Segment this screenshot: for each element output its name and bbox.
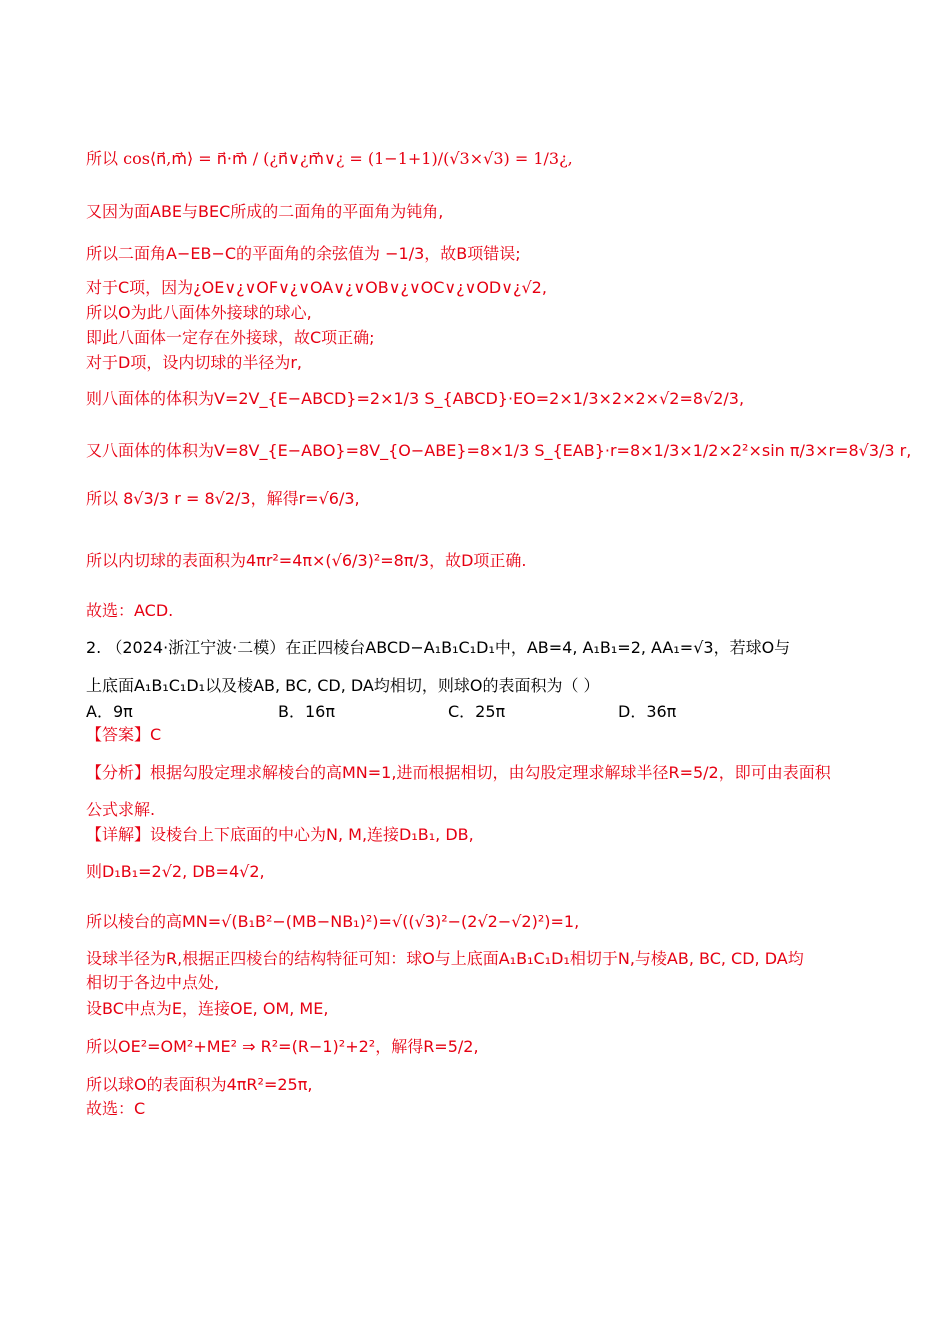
question-2-line-2: 上底面A₁B₁C₁D₁以及棱AB, BC, CD, DA均相切，则球O的表面积为（ ） [86,676,600,695]
solution-line-obtuse: 又因为面ABE与BEC所成的二面角的平面角为钝角, [86,202,444,221]
option-a: A．9π [86,702,133,721]
solution-line-volume-2: 又八面体的体积为V=8V_{E−ABO}=8V_{O−ABE}=8×1/3 S_{EAB}·r=8×1/3×1/2×2²×sin π/3×r=8√3/3 r, [86,441,912,460]
analysis-line-2: 公式求解. [86,800,156,819]
solution-line-radius: 所以 8√3/3 r = 8√2/3，解得r=√6/3, [86,489,360,508]
detail-line-6: 设BC中点为E，连接OE, OM, ME, [86,999,329,1018]
solution-line-dihedral: 所以二面角A−EB−C的平面角的余弦值为 −1/3，故B项错误; [86,244,521,263]
detail-line-5: 相切于各边中点处, [86,973,220,992]
detail-line-1: 【详解】设棱台上下底面的中心为N, M,连接D₁B₁, DB, [86,825,474,844]
solution-line-center: 所以O为此八面体外接球的球心, [86,303,312,322]
cos-label: 所以 [86,149,119,168]
detail-line-8: 所以球O的表面积为4πR²=25π, [86,1075,313,1094]
detail-line-4: 设球半径为R,根据正四棱台的结构特征可知：球O与上底面A₁B₁C₁D₁相切于N,与棱AB, BC, CD, DA均 [86,949,804,968]
solution-line-volume-1: 则八面体的体积为V=2V_{E−ABCD}=2×1/3 S_{ABCD}·EO=2×1/3×2×2×√2=8√2/3, [86,389,745,408]
question-2-line-1: 2. （2024·浙江宁波·二模）在正四棱台ABCD−A₁B₁C₁D₁中，AB=4, A₁B₁=2, AA₁=√3，若球O与 [86,638,791,657]
solution-line-circumsphere: 即此八面体一定存在外接球，故C项正确; [86,328,375,347]
solution-line-option-c: 对于C项，因为¿OE∨¿∨OF∨¿∨OA∨¿∨OB∨¿∨OC∨¿∨OD∨¿√2, [86,278,547,297]
solution-line-option-d: 对于D项，设内切球的半径为r, [86,353,302,372]
analysis-line-1: 【分析】根据勾股定理求解棱台的高MN=1,进而根据相切，由勾股定理求解球半径R=5/2，即可由表面积 [86,763,831,782]
option-c: C．25π [448,702,506,721]
answer-line: 【答案】C [86,725,162,744]
cos-formula: cos⟨n⃗,m⃗⟩ = n⃗·m⃗ / (¿n⃗∨¿m⃗∨¿ = (1−1+1)/(√3×√3) = 1/3¿, [123,149,573,168]
option-b: B．16π [278,702,335,721]
solution-line-choice: 故选：ACD. [86,601,174,620]
solution-line-surface: 所以内切球的表面积为4πr²=4π×(√6/3)²=8π/3，故D项正确. [86,551,527,570]
detail-line-2: 则D₁B₁=2√2, DB=4√2, [86,862,265,881]
detail-line-9: 故选：C [86,1099,146,1118]
detail-line-3: 所以棱台的高MN=√(B₁B²−(MB−NB₁)²)=√((√3)²−(2√2−√2)²)=1, [86,912,580,931]
option-d: D．36π [618,702,677,721]
detail-line-7: 所以OE²=OM²+ME² ⇒ R²=(R−1)²+2²，解得R=5/2, [86,1037,479,1056]
solution-line-cos [86,148,573,170]
